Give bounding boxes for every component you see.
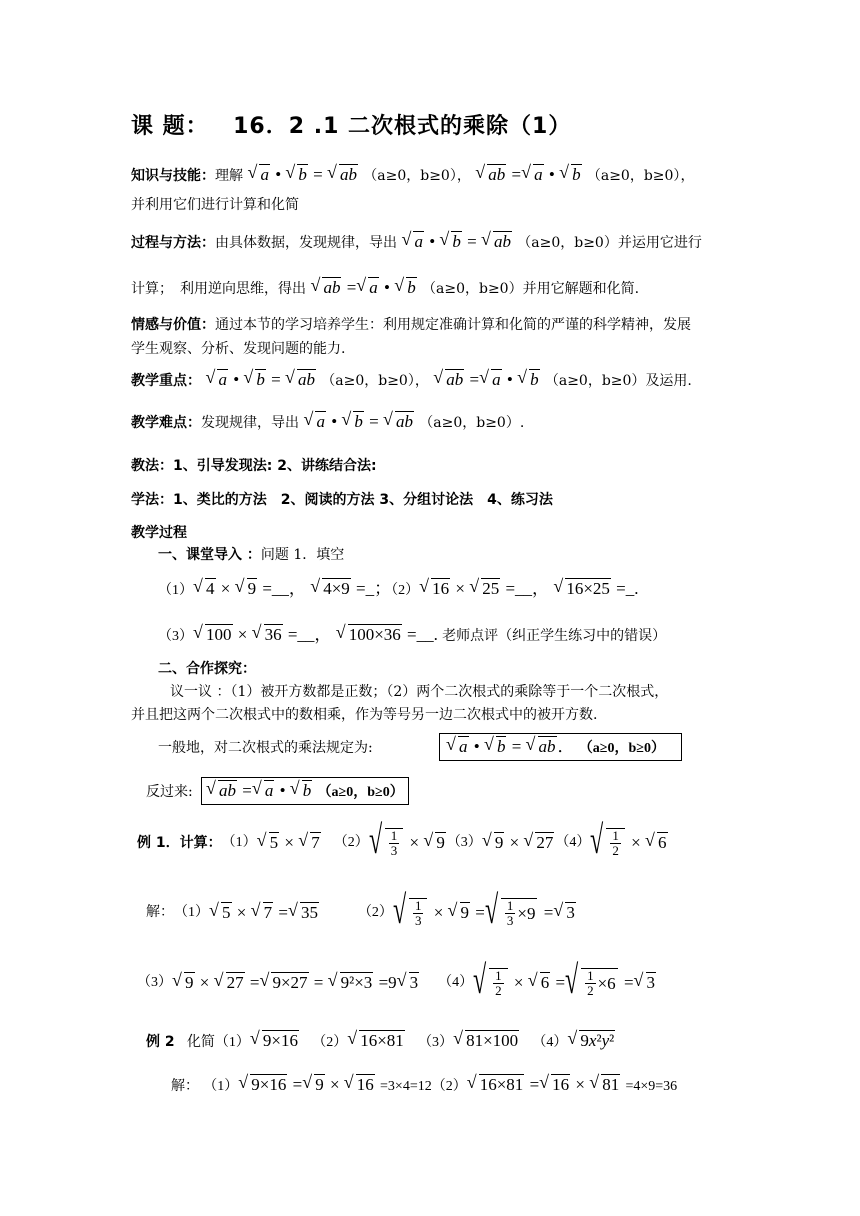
process-text-4: 并用它解题和化简. xyxy=(522,281,640,297)
key-text: 及运用. xyxy=(645,373,692,389)
knowledge-label: 知识与技能： xyxy=(131,168,215,184)
hard-text: 发现规律，导出 xyxy=(201,415,299,431)
condition: （a≥0，b≥0） xyxy=(586,168,681,184)
title-text: 16．2 .1 二次根式的乘除（1） xyxy=(233,114,572,139)
emotion-line-2 xyxy=(131,342,345,356)
example-2: 例 2 化简（1）√ 9×16 （2）√ 16×81 （3）√ 81×100 （4）√ 9x²y² xyxy=(146,1032,616,1050)
process-heading: 教学过程 xyxy=(131,525,187,541)
fill-blank-1: （1）√ 4 × √ 9 =__， √ 4×9 =_；（2）√ 16 × √ 25 =__， √ 16×25 =_. xyxy=(158,580,639,598)
process-text-3: 计算； 利用逆向思维，得出 xyxy=(131,281,306,297)
formula-reverse: √ ab =√ a • √ b xyxy=(310,278,422,297)
knowledge-line-2 xyxy=(131,198,299,212)
knowledge-text-2: 并利用它们进行计算和化简 xyxy=(131,197,299,213)
hard-label: 教学难点： xyxy=(131,415,201,431)
condition: （a≥0，b≥0） xyxy=(517,235,618,251)
reverse-box: √ ab =√ a • √ b （a≥0，b≥0） xyxy=(201,777,409,805)
knowledge-text: 理解 xyxy=(215,168,243,184)
hard-text-2: . xyxy=(519,415,525,431)
process-line-2 xyxy=(131,279,639,296)
condition: （a≥0，b≥0） xyxy=(544,373,646,389)
ex1-label: 例 1．计算： xyxy=(137,834,222,851)
part1-label: 一、课堂导入 ： xyxy=(158,547,261,563)
emotion-label: 情感与价值： xyxy=(131,317,215,333)
condition-bold: （a≥0，b≥0） xyxy=(317,785,404,800)
formula-reverse: √ ab =√ a • √ b xyxy=(475,165,587,184)
teacher-note: 老师点评（纠正学生练习中的错误） xyxy=(442,629,667,644)
solution-1b: （3） √ 9 × √ 27 = √ 9×27 = √ 9²×3 =9 √ 3 （4） √ $\frac{1}{2}$ × √ 6 = √ $\frac{1}{2}$ ×6 = √ 3 xyxy=(137,968,657,997)
process-text-2: 并运用它进行 xyxy=(617,235,702,251)
ex2-label: 例 2 xyxy=(146,1034,175,1050)
solution-label: 解： xyxy=(146,904,174,920)
title-label: 课 题： xyxy=(131,114,209,139)
formula-reverse: √ ab =√ a • √ b xyxy=(433,370,545,389)
condition: （a≥0，b≥0） xyxy=(363,168,457,184)
learning-method: 学法：1、类比的方法 2、阅读的方法 3、分组讨论法 4、练习法 xyxy=(131,492,553,508)
formula-product: √ a • √ b = √ ab xyxy=(205,370,321,389)
example-1: 例 1．计算： （1） √ 5 × √ 7 （2） √ $\frac{1}{3}$ × √ 9 （3） √ 9 × √ 27 （4） √ $\frac{1}{2}$ × √ 6 xyxy=(137,828,669,857)
solution-label: 解： xyxy=(171,1079,199,1094)
solution-1a: 解： （1） √ 5 × √ 7 = √ 35 （2） √ $\frac{1}{3}$ × √ 9 = √ $\frac{1}{3}$ ×9 = √ 3 xyxy=(146,898,577,927)
solution-2: 解： （1）√ 9×16 =√ 9 × √ 16 =3×4=12（2）√ 16×81 =√ 16 × √ 81 =4×9=36 xyxy=(171,1076,677,1094)
condition: （a≥0，b≥0） xyxy=(419,415,520,431)
formula-product: √ a • √ b = √ ab xyxy=(303,412,419,431)
process-label: 过程与方法： xyxy=(131,235,215,251)
rule-intro: 一般地，对二次根式的乘法规定为: xyxy=(158,740,373,756)
reverse-label: 反过来: xyxy=(146,784,193,800)
process-text: 由具体数据，发现规律，导出 xyxy=(215,235,397,251)
formula-product: √ a • √ b = √ ab xyxy=(247,165,363,184)
difficulty-line xyxy=(131,413,524,430)
emotion-line xyxy=(131,318,691,332)
ex2-text: 化简 xyxy=(186,1035,215,1050)
formula-product: √ a • √ b = √ ab xyxy=(401,232,517,251)
fill-blank-2: （3）√ 100 × √ 36 =__， √ 100×36 =__. 老师点评（纠正学生练习中的错误） xyxy=(158,626,666,644)
part2-label: 二、合作探究： xyxy=(158,661,256,677)
process-line xyxy=(131,233,702,250)
page-title xyxy=(131,116,571,138)
discuss-line-2: 并且把这两个二次根式中的数相乘，作为等号另一边二次根式中的被开方数. xyxy=(131,707,598,723)
discuss-line-1: 议一议 ：（1）被开方数都是正数；（2）两个二次根式的乘除等于一个二次根式， xyxy=(170,684,669,700)
key-point-line: 教学重点： √ a • √ b = √ ab （a≥0，b≥0）， √ ab =√ a • √ b （a≥0，b≥0）及运用. xyxy=(131,371,692,388)
emotion-text-2: 学生观察、分析、发现问题的能力. xyxy=(131,341,346,357)
teaching-method: 教法：1、引导发现法: 2、讲练结合法: xyxy=(131,458,377,474)
part1-line xyxy=(158,548,344,562)
key-label: 教学重点： xyxy=(131,373,201,389)
condition-bold: （a≥0，b≥0） xyxy=(578,741,665,756)
rule-box: √ a • √ b = √ ab ． （a≥0，b≥0） xyxy=(439,733,682,761)
condition: （a≥0，b≥0） xyxy=(422,281,523,297)
emotion-text: 通过本节的学习培养学生：利用规定准确计算和化简的严谨的科学精神，发展 xyxy=(215,317,691,333)
knowledge-line: 知识与技能：理解 √ a • √ b = √ ab （a≥0，b≥0）， √ ab =√ a • √ b （a≥0，b≥0）， xyxy=(131,166,694,183)
condition: （a≥0，b≥0） xyxy=(321,373,415,389)
part1-text: 问题 1．填空 xyxy=(260,547,345,563)
